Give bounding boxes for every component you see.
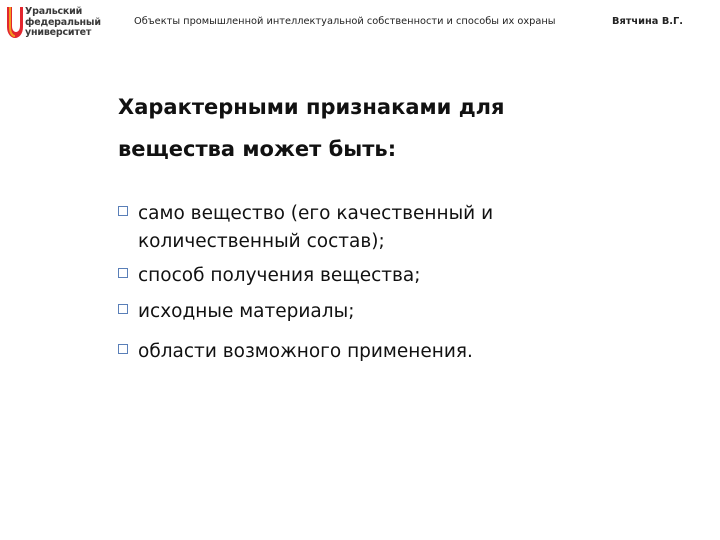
slide-title: [118, 86, 638, 170]
logo-line-2: федеральный: [25, 16, 101, 28]
bullet-text-line-2: количественный состав);: [138, 231, 385, 252]
square-bullet-icon: [118, 268, 128, 278]
header-author: Вятчина В.Г.: [612, 16, 683, 27]
bullet-text: способ получения вещества;: [138, 265, 421, 286]
slide-title-line-1: Характерными признаками для: [118, 95, 505, 119]
bullet-text: области возможного применения.: [138, 341, 473, 362]
logo-line-1: Уральский: [25, 6, 83, 17]
slide-title-line-2: вещества может быть:: [118, 137, 397, 161]
header-subject: Объекты промышленной интеллектуальной собственности и способы их охраны: [134, 16, 556, 27]
ural-university-emblem-icon: [6, 6, 24, 40]
square-bullet-icon: [118, 206, 128, 216]
square-bullet-icon: [118, 344, 128, 354]
square-bullet-icon: [118, 304, 128, 314]
bullet-text: исходные материалы;: [138, 301, 355, 322]
bullet-text-line-1: само вещество (его качественный и: [138, 203, 494, 224]
logo-line-3: университет: [25, 27, 92, 38]
university-logo: [6, 6, 118, 40]
logo-wordmark: [25, 7, 101, 39]
bullet-text: [138, 200, 558, 256]
